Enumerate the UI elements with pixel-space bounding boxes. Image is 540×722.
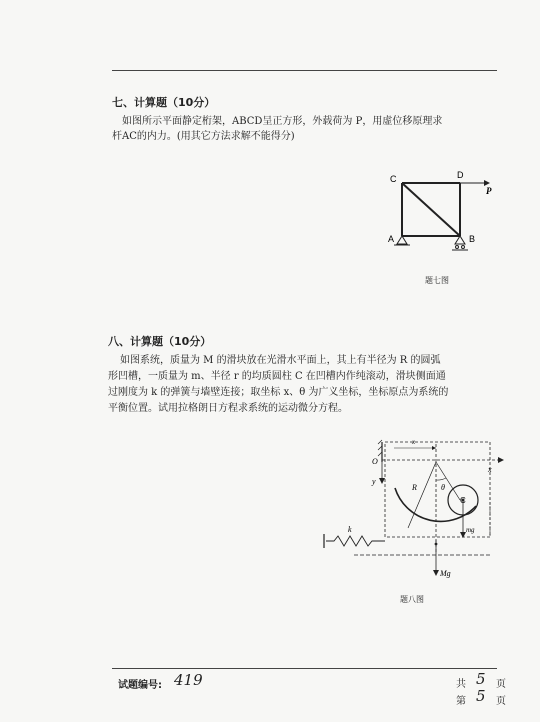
fig8-label-theta: θ	[441, 483, 445, 492]
fig8-label-xsmall: x	[412, 438, 416, 446]
section8-text-line1: 如图系统，质量为 M 的滑块放在光滑水平面上，其上有半径为 R 的圆弧	[120, 355, 441, 366]
fig8-label-mg: mg	[466, 526, 475, 534]
fig8-label-o: O	[372, 457, 378, 466]
exam-id-value: 419	[174, 671, 203, 689]
truss-figure	[380, 168, 500, 258]
truss-label-b: B	[469, 234, 476, 244]
truss-label-c: C	[390, 174, 397, 184]
section7-heading: 七、计算题（10分）	[112, 96, 216, 109]
bottom-rule	[112, 668, 497, 669]
section7-text-line2: 杆AC的内力。(用其它方法求解不能得分)	[112, 131, 295, 142]
slider-cylinder-figure	[310, 428, 510, 588]
section8-figure-caption: 题八图	[400, 595, 424, 604]
fig8-label-y: y	[372, 477, 376, 486]
section8-text-line4: 平衡位置。试用拉格朗日方程求系统的运动微分方程。	[108, 403, 348, 414]
top-rule	[112, 70, 497, 71]
page-number-suffix: 页	[496, 696, 506, 707]
section7-figure-caption: 题七图	[425, 276, 449, 285]
section7-text-line1: 如图所示平面静定桁架，ABCD呈正方形，外载荷为 P，用虚位移原理求	[122, 116, 443, 127]
truss-label-a: A	[388, 234, 395, 244]
page-number-prefix: 第	[456, 696, 466, 707]
total-pages-prefix: 共	[456, 679, 466, 690]
truss-label-d: D	[457, 170, 464, 180]
total-pages-suffix: 页	[496, 679, 506, 690]
fig8-label-r: R	[412, 483, 417, 492]
section8-text-line3: 过刚度为 k 的弹簧与墙壁连接；取坐标 x、θ 为广义坐标，坐标原点为系统的	[108, 387, 449, 398]
truss-label-p: P	[486, 186, 492, 196]
fig8-label-k: k	[348, 525, 352, 534]
section8-heading: 八、计算题（10分）	[108, 335, 212, 348]
fig8-label-mg-big: Mg	[440, 569, 451, 578]
page-number-value: 5	[476, 687, 486, 705]
fig8-label-c: C	[460, 496, 466, 505]
exam-id-label: 试题编号:	[118, 680, 162, 691]
total-pages-value: 5	[476, 670, 486, 688]
fig8-label-x: x	[488, 465, 492, 474]
section8-text-line2: 形凹槽，一质量为 m、半径 r 的均质圆柱 C 在凹槽内作纯滚动，滑块侧面通	[108, 371, 446, 382]
